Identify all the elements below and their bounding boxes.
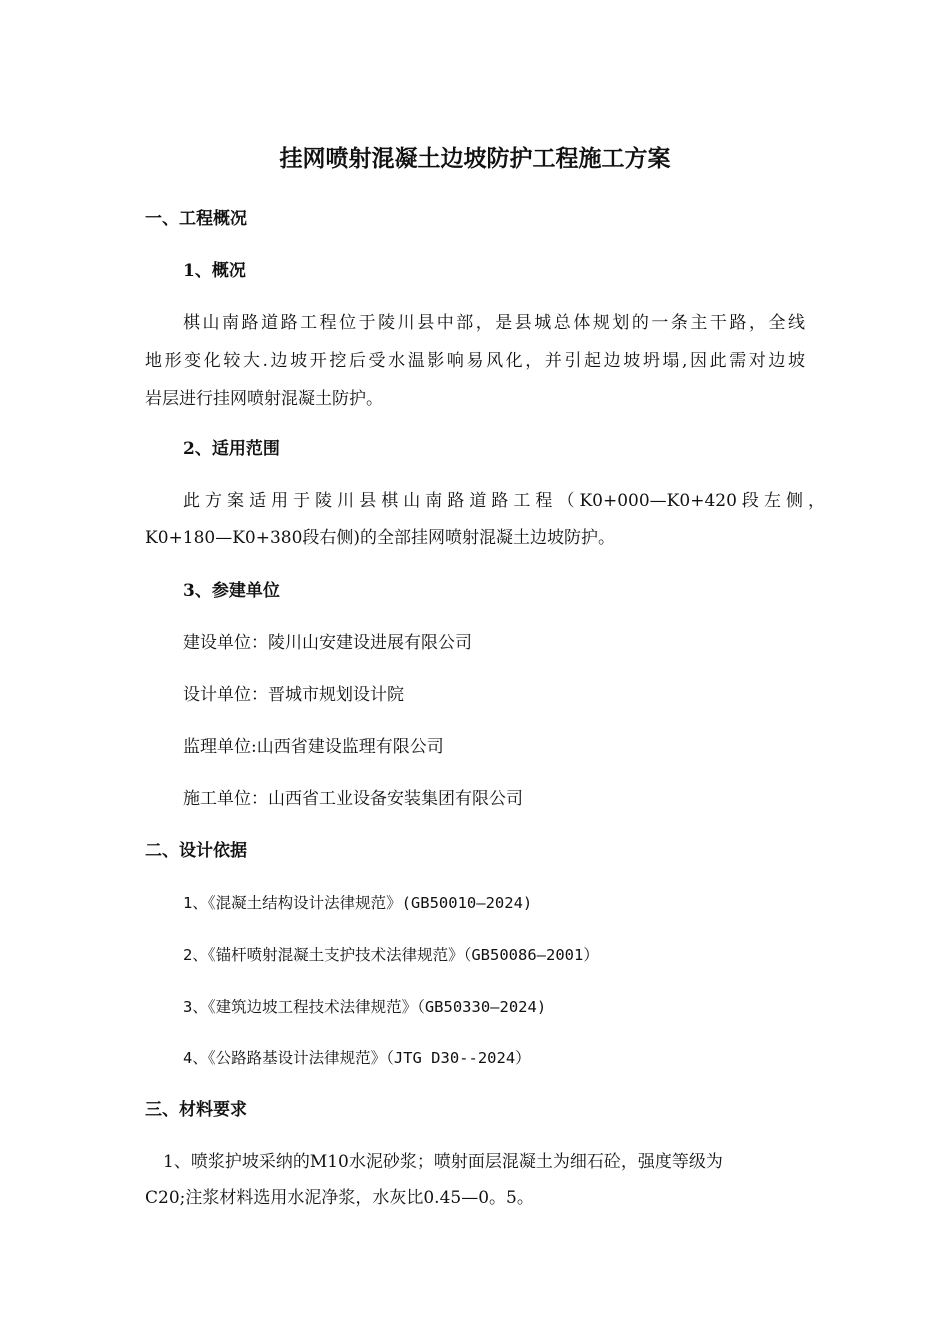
paragraph-line: C20;注浆材料选用水泥净浆，水灰比0.45—0。5。	[145, 1188, 534, 1208]
paragraph-line: 1、喷浆护坡采纳的M10水泥砂浆；喷射面层混凝土为细石砼，强度等级为	[163, 1152, 723, 1172]
subsection-heading-overview: 1、概况	[183, 261, 246, 281]
paragraph-line: 地形变化较大.边坡开挖后受水温影响易风化，并引起边坡坍塌,因此需对边坡	[145, 351, 805, 371]
subsection-heading-scope: 2、适用范围	[183, 439, 280, 459]
paragraph-line: K0+180—K0+380段右侧)的全部挂网喷射混凝土边坡防护。	[145, 528, 616, 548]
paragraph-line: 棋山南路道路工程位于陵川县中部，是县城总体规划的一条主干路，全线	[183, 313, 805, 333]
reference-item: 4、《公路路基设计法律规范》（JTG D30--2024）	[183, 1049, 531, 1067]
section-heading-overview: 一、工程概况	[145, 209, 247, 229]
section-heading-design-basis: 二、设计依据	[145, 841, 247, 861]
participant-unit: 设计单位：晋城市规划设计院	[183, 685, 404, 705]
reference-item: 3、《建筑边坡工程技术法律规范》（GB50330—2024)	[183, 998, 547, 1016]
document-title: 挂网喷射混凝土边坡防护工程施工方案	[279, 145, 671, 172]
participant-unit: 建设单位：陵川山安建设进展有限公司	[183, 633, 472, 653]
paragraph-line: 岩层进行挂网喷射混凝土防护。	[145, 389, 383, 409]
reference-item: 1、《混凝土结构设计法律规范》(GB50010—2024)	[183, 894, 533, 912]
subsection-heading-participants: 3、参建单位	[183, 581, 280, 601]
participant-unit: 监理单位:山西省建设监理有限公司	[183, 737, 444, 757]
paragraph-line: 此方案适用于陵川县棋山南路道路工程（K0+000—K0+420段左侧，	[183, 491, 825, 511]
participant-unit: 施工单位：山西省工业设备安装集团有限公司	[183, 789, 523, 809]
reference-item: 2、《锚杆喷射混凝土支护技术法律规范》（GB50086—2001）	[183, 946, 599, 964]
section-heading-materials: 三、材料要求	[145, 1100, 247, 1120]
